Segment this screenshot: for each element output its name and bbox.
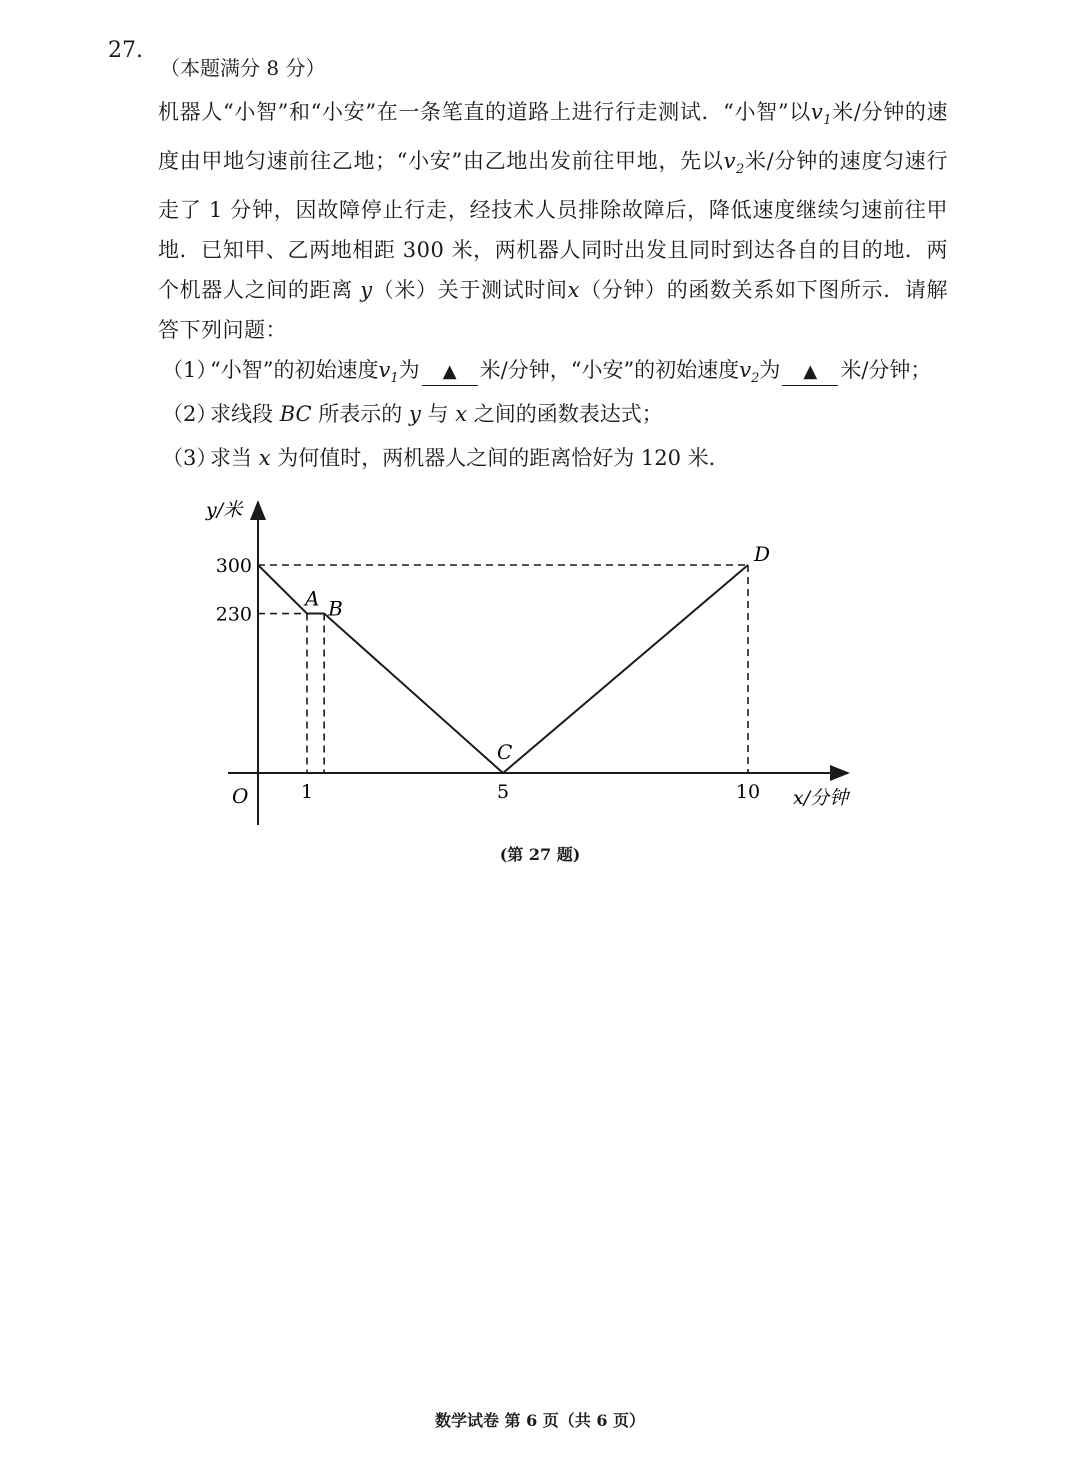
var-v2: $v_2$ [723, 149, 745, 178]
y-tick-label: 230 [215, 603, 252, 626]
point-label-B: B [328, 596, 343, 621]
x-axis-label: x/分钟 [793, 787, 849, 809]
stem-line-1: 机器人“小智”和“小安”在一条笔直的道路上进行行走测试．“小智”以 [158, 100, 811, 124]
origin-label: O [232, 784, 249, 808]
x-tick-label: 5 [496, 781, 510, 803]
question-stem [158, 92, 948, 350]
answer-blank-v1[interactable]: ▲ [422, 357, 478, 386]
sub-question-1: （1）“小智”的初始速度$v_1$为 ▲ 米/分钟，“小安”的初始速度$v_2$为 ▲ 米/分钟； [162, 358, 932, 387]
graph-svg [0, 490, 1080, 850]
graph-segment [503, 565, 748, 773]
question-number: 27. [108, 38, 143, 63]
stem-line-2: 米/分钟的速度由甲地匀速前往乙地；“小安”由乙地出发前往甲地，先以 [158, 100, 948, 174]
graph-segment [258, 565, 307, 614]
answer-blank-v2[interactable]: ▲ [782, 357, 838, 386]
sub-question-3: （3）求当 x 为何值时，两机器人之间的距离恰好为 120 米. [162, 446, 716, 470]
point-label-D: D [754, 542, 771, 566]
stem-line-3: 米/分钟的速度匀速行走了 1 分钟，因故障停止行走，经技术人员排除故障后，降低速度继续匀速前往甲地．已知甲、乙两地相距 300 米，两机器人同时出发且同时到达各自的目的地．两个机器人之间的距离 [158, 149, 948, 303]
stem-line-5: （分钟）的函数关系如下图所示．请解答下列问题： [158, 278, 949, 343]
figure-caption: (第 27 题) [499, 845, 581, 864]
x-tick-label: 10 [735, 781, 761, 803]
var-x: x [567, 278, 580, 303]
point-label-C: C [497, 740, 513, 764]
x-tick-label: 1 [300, 781, 314, 803]
point-label-A: A [305, 586, 320, 611]
sub-question-2: （2）求线段 BC 所表示的 y 与 x 之间的函数表达式； [162, 402, 663, 426]
page-footer: 数学试卷 第 6 页（共 6 页） [434, 1411, 646, 1430]
function-graph [0, 490, 1080, 850]
sub-questions [162, 348, 962, 480]
graph-segment [324, 614, 503, 773]
var-y: y [360, 278, 373, 303]
var-v1: $v_1$ [810, 100, 833, 129]
stem-line-4: （米）关于测试时间 [372, 278, 568, 303]
y-axis-label: y/米 [206, 499, 243, 521]
y-tick-label: 300 [215, 555, 252, 577]
score-note: （本题满分 8 分） [160, 56, 326, 80]
